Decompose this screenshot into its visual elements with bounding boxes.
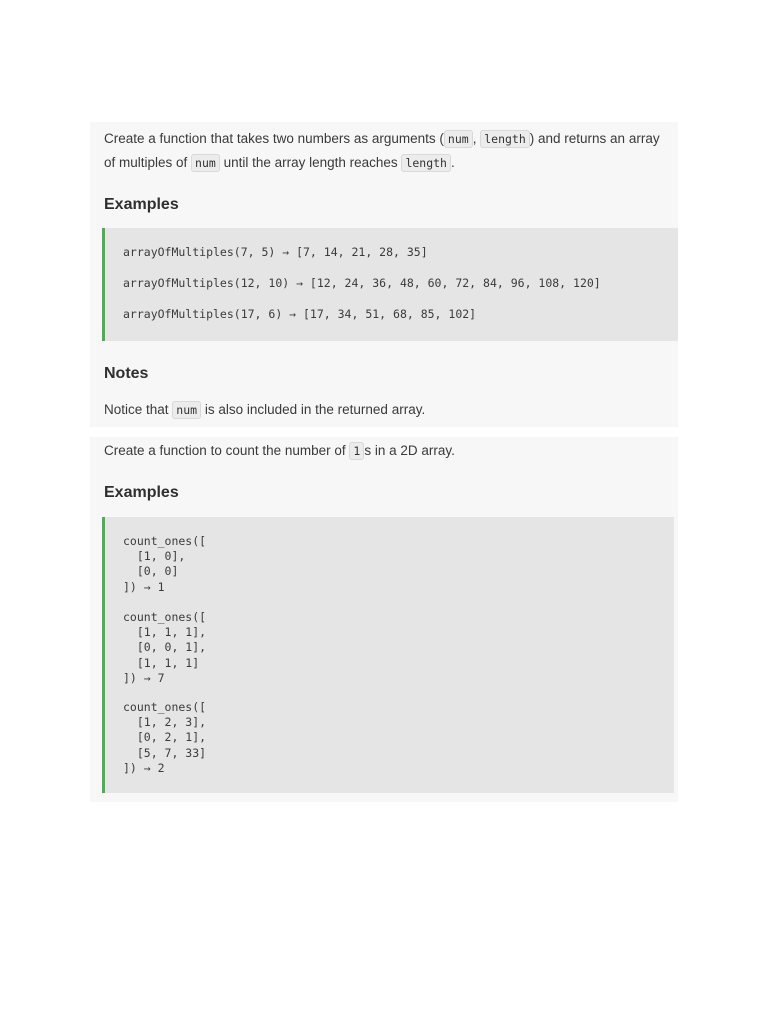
inline-code-length: length xyxy=(480,130,530,148)
problem-description xyxy=(104,127,672,175)
example-line: arrayOfMultiples(12, 10) → [12, 24, 36, 48, 60, 72, 84, 96, 108, 120] xyxy=(123,276,601,290)
problem-description: Create a function to count the number of 1 s in a 2D array. xyxy=(104,443,455,458)
inline-code-length: length xyxy=(401,154,451,172)
inline-code-num: num xyxy=(191,154,220,172)
example-block: count_ones([ [1, 1, 1], [0, 0, 1], [1, 1, 1] ]) → 7 xyxy=(123,610,207,685)
examples-code-block xyxy=(102,517,674,793)
description-line-1: Create a function that takes two numbers as arguments ( num , length ) and returns an array xyxy=(104,131,660,146)
notes-heading: Notes xyxy=(104,365,149,382)
inline-code-num: num xyxy=(172,401,201,419)
example-line: arrayOfMultiples(7, 5) → [7, 14, 21, 28, 35] xyxy=(123,245,428,259)
example-block: count_ones([ [1, 0], [0, 0] ]) → 1 xyxy=(123,534,207,594)
example-block: count_ones([ [1, 2, 3], [0, 2, 1], [5, 7, 33] ]) → 2 xyxy=(123,700,207,775)
notes-text: Notice that num is also included in the returned array. xyxy=(104,402,426,417)
problem-card-count-ones xyxy=(90,437,678,802)
examples-code-block xyxy=(102,228,678,341)
examples-heading: Examples xyxy=(104,196,179,213)
problem-card-array-of-multiples xyxy=(90,122,678,427)
example-line: arrayOfMultiples(17, 6) → [17, 34, 51, 68, 85, 102] xyxy=(123,307,477,321)
examples-heading: Examples xyxy=(104,484,179,501)
inline-code-one: 1 xyxy=(349,442,364,460)
description-line-2: of multiples of num until the array length reaches length . xyxy=(104,155,455,170)
inline-code-num: num xyxy=(444,130,473,148)
